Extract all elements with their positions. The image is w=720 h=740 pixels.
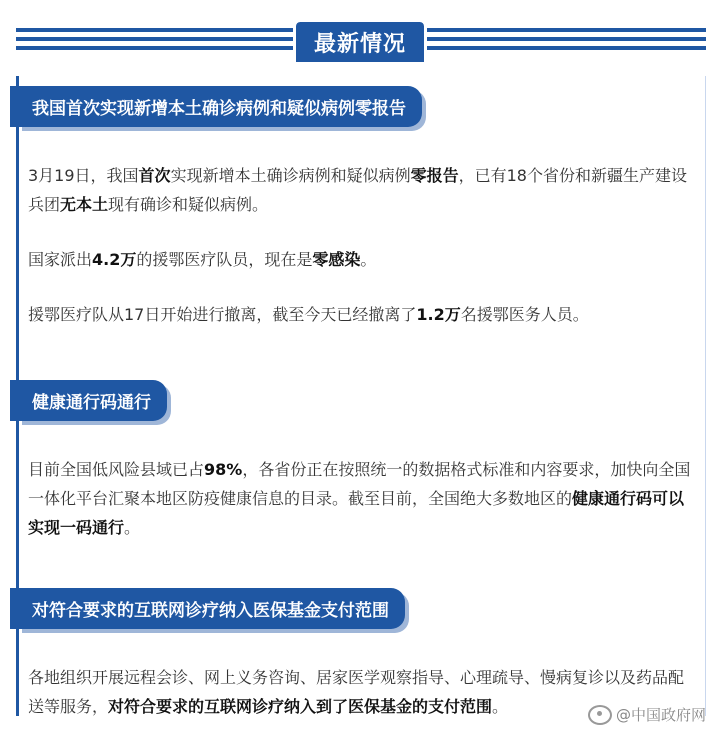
section-health-code <box>16 380 706 542</box>
bold-text: 零报告 <box>410 166 459 185</box>
text: 。 <box>360 250 377 269</box>
banner-title: 最新情况 <box>296 22 424 62</box>
text: ，已有18个省份和新疆生产建设兵团 <box>28 166 687 214</box>
bold-text: 1.2万 <box>416 305 461 324</box>
bold-text: 零感染 <box>312 250 361 269</box>
weibo-icon <box>588 705 612 725</box>
section-heading: 对符合要求的互联网诊疗纳入医保基金支付范围 <box>18 588 405 629</box>
bold-text: 对符合要求的互联网诊疗纳入到了医保基金的支付范围 <box>108 697 493 716</box>
paragraph <box>16 245 706 274</box>
text: ，各省份正在按照统一的数据格式标准和内容要求，加快向全国一体化平台汇聚本地区防疫健康信息的目录。截至目前，全国绝大多数地区的 <box>28 460 691 508</box>
text: 各地组织开展远程会诊、网上义务咨询、居家医学观察指导、心理疏导、慢病复诊以及药品配送等服务， <box>28 668 685 716</box>
bold-text: 98% <box>204 460 243 479</box>
section-heading: 我国首次实现新增本土确诊病例和疑似病例零报告 <box>18 86 422 127</box>
section-zero-report <box>16 86 706 329</box>
bold-text: 无本土 <box>60 195 109 214</box>
text: 现有确诊和疑似病例。 <box>108 195 269 214</box>
bold-text: 健康通行码可以实现一码通行 <box>28 489 685 537</box>
content-frame <box>16 76 706 726</box>
text: 国家派出 <box>28 250 93 269</box>
section-heading: 健康通行码通行 <box>18 380 167 421</box>
watermark-text: @中国政府网 <box>615 706 706 724</box>
section-insurance <box>16 588 706 721</box>
bold-text: 4.2万 <box>92 250 137 269</box>
text: 援鄂医疗队从17日开始进行撤离，截至今天已经撤离了 <box>28 305 417 324</box>
text: 名援鄂医务人员。 <box>460 305 589 324</box>
paragraph <box>16 161 706 219</box>
text: 的援鄂医疗队员，现在是 <box>136 250 313 269</box>
paragraph <box>16 300 706 329</box>
text: 实现新增本土确诊病例和疑似病例 <box>170 166 411 185</box>
text: 。 <box>492 697 509 716</box>
paragraph <box>16 455 706 542</box>
text: 3月19日，我国 <box>28 166 139 185</box>
top-banner <box>0 18 720 68</box>
text: 。 <box>124 518 141 537</box>
text: 目前全国低风险县域已占 <box>28 460 205 479</box>
bold-text: 首次 <box>138 166 171 185</box>
watermark <box>588 704 706 725</box>
